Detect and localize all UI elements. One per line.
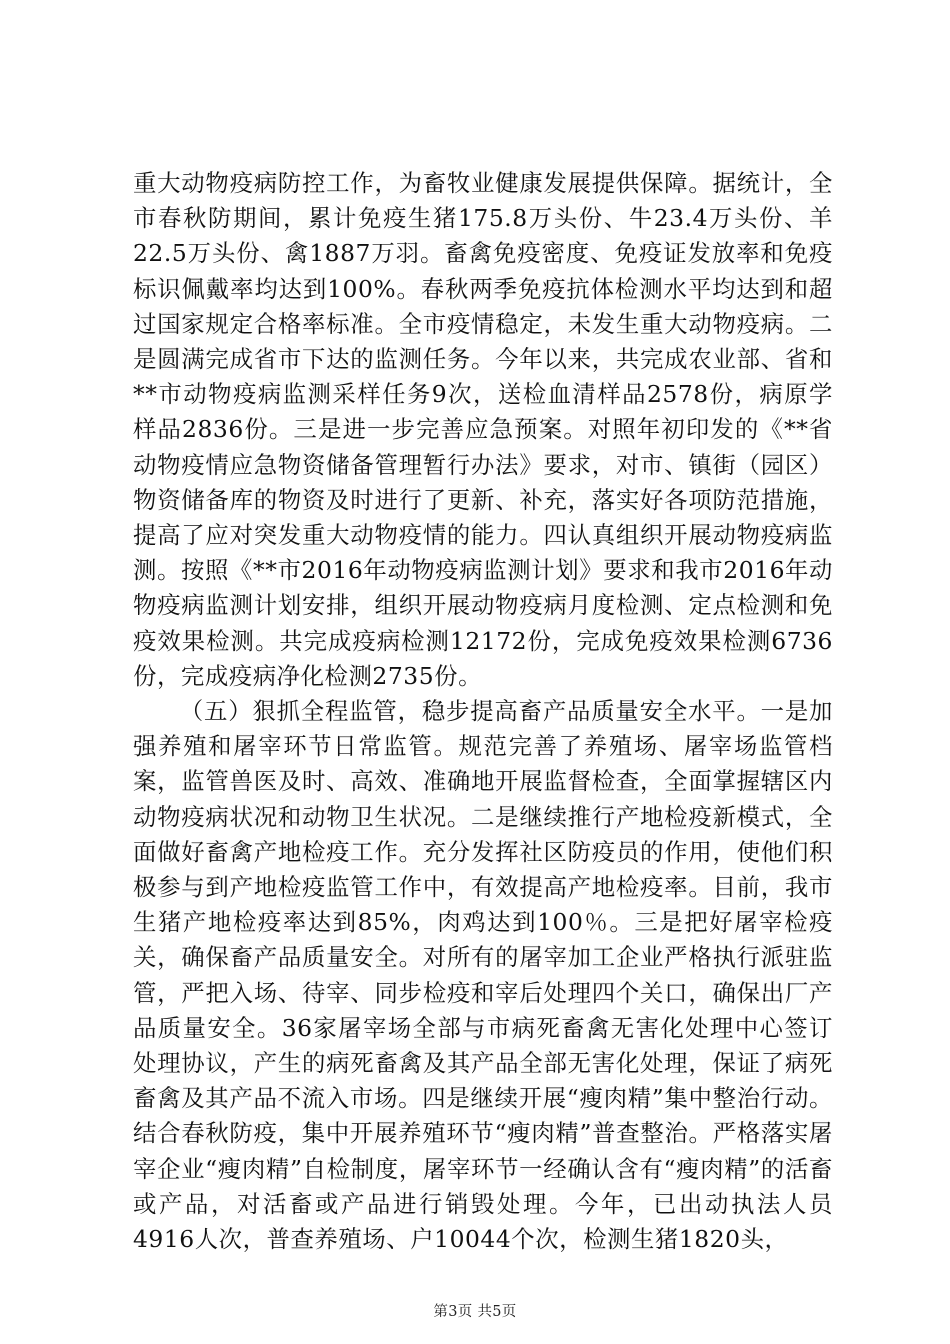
paragraph-epidemic-control: 重大动物疫病防控工作，为畜牧业健康发展提供保障。据统计，全市春秋防期间，累计免疫生猪175.8万头份、牛23.4万头份、羊22.5万头份、禽1887万羽。畜禽免疫密度、免疫证发放率和免疫标识佩戴率均达到100%。春秋两季免疫抗体检测水平均达到和超过国家规定合格率标准。全市疫情稳定，未发生重大动物疫病。二是圆满完成省市下达的监测任务。今年以来，共完成农业部、省和**市动物疫病监测采样任务9次，送检血清样品2578份，病原学样品2836份。三是进一步完善应急预案。对照年初印发的《**省动物疫情应急物资储备管理暂行办法》要求，对市、镇街（园区）物资储备库的物资及时进行了更新、补充，落实好各项防范措施，提高了应对突发重大动物疫情的能力。四认真组织开展动物疫病监测。按照《**市2016年动物疫病监测计划》要求和我市2016年动物疫病监测计划安排，组织开展动物疫病月度检测、定点检测和免疫效果检测。共完成疫病检测12172份，完成免疫效果检测6736份，完成疫病净化检测2735份。: [133, 169, 833, 690]
page-number-footer: 第3页 共5页: [433, 1304, 517, 1320]
paragraph-quality-supervision: （五）狠抓全程监管，稳步提高畜产品质量安全水平。一是加强养殖和屠宰环节日常监管。规范完善了养殖场、屠宰场监管档案，监管兽医及时、高效、准确地开展监督检查，全面掌握辖区内动物疫病状况和动物卫生状况。二是继续推行产地检疫新模式，全面做好畜禽产地检疫工作。充分发挥社区防疫员的作用，使他们积极参与到产地检疫监管工作中，有效提高产地检疫率。目前，我市生猪产地检疫率达到85%，肉鸡达到100％。三是把好屠宰检疫关，确保畜产品质量安全。对所有的屠宰加工企业严格执行派驻监管，严把入场、待宰、同步检疫和宰后处理四个关口，确保出厂产品质量安全。36家屠宰场全部与市病死畜禽无害化处理中心签订处理协议，产生的病死畜禽及其产品全部无害化处理，保证了病死畜禽及其产品不流入市场。四是继续开展“瘦肉精”集中整治行动。结合春秋防疫，集中开展养殖环节“瘦肉精”普查整治。严格落实屠宰企业“瘦肉精”自检制度，屠宰环节一经确认含有“瘦肉精”的活畜或产品，对活畜或产品进行销毁处理。今年，已出动执法人员4916人次，普查养殖场、户10044个次，检测生猪1820头，: [133, 697, 833, 1254]
document-body: [133, 166, 833, 1257]
